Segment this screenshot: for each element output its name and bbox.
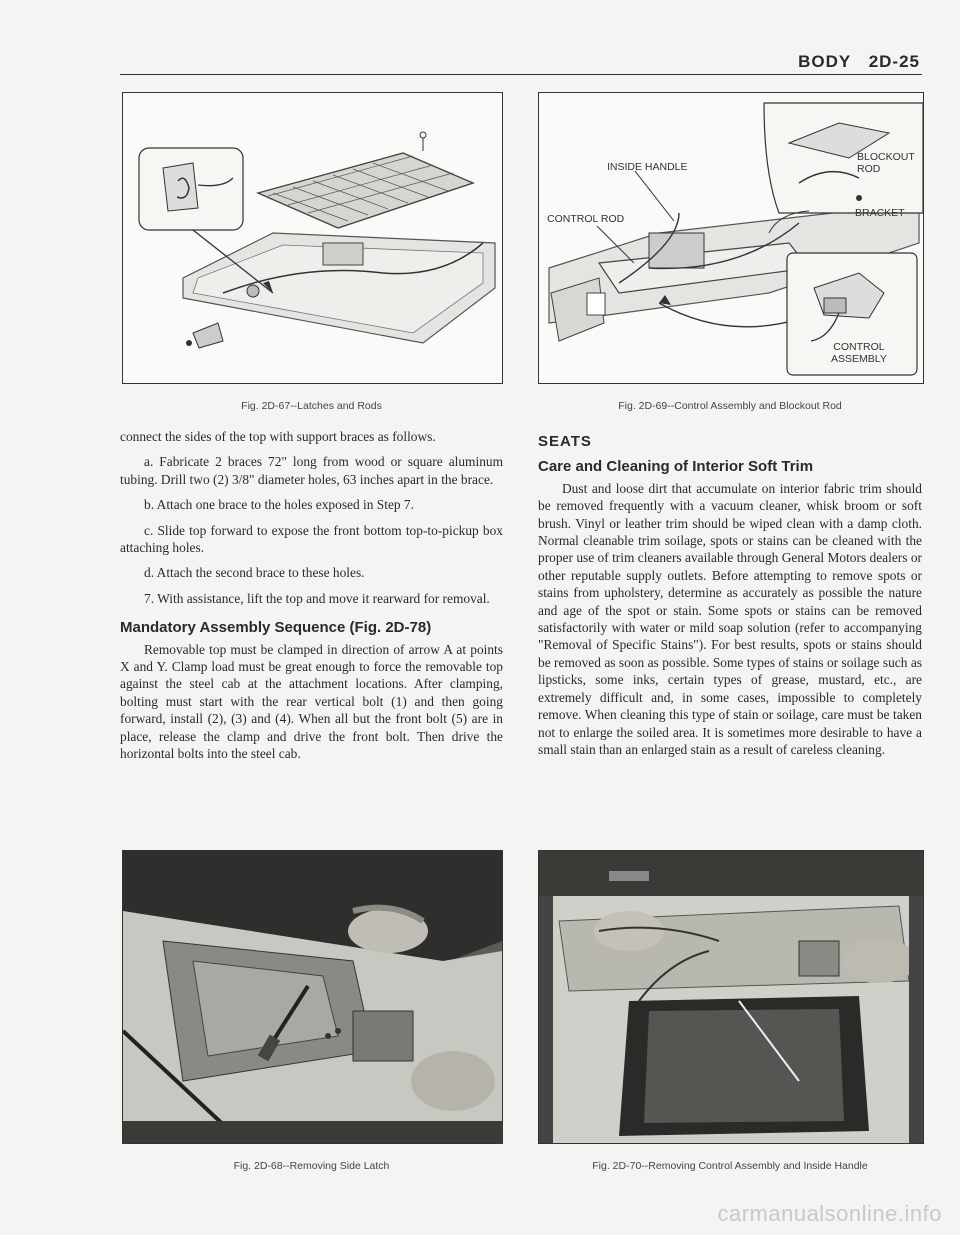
step-a: a. Fabricate 2 braces 72" long from wood or square aluminum tubing. Drill two (2) 3/8" diameter holes, 63 inches apart in the brace. (120, 454, 503, 487)
figure-control-assembly-blockout-rod (538, 92, 924, 384)
latches-rods-illustration (123, 93, 502, 383)
paragraph-intro: connect the sides of the top with support braces as follows. (120, 429, 436, 444)
section-name: BODY (798, 52, 851, 71)
step-b: b. Attach one brace to the holes exposed in Step 7. (144, 497, 414, 513)
caption-fig-2d-70: Fig. 2D-70--Removing Control Assembly and Inside Handle (592, 1160, 868, 1172)
caption-fig-2d-69: Fig. 2D-69--Control Assembly and Blockout Rod (618, 400, 842, 412)
removing-control-assembly-photo (539, 851, 923, 1143)
caption-fig-2d-67: Fig. 2D-67--Latches and Rods (241, 400, 382, 412)
step-c: c. Slide top forward to expose the front bottom top-to-pickup box attaching holes. (120, 522, 503, 556)
step-7: 7. With assistance, lift the top and move it rearward for removal. (144, 590, 490, 606)
page-number: 2D-25 (868, 52, 920, 71)
right-column-text (538, 433, 922, 766)
figure-removing-control-assembly (538, 850, 924, 1144)
label-inside-handle: INSIDE HANDLE (607, 161, 688, 173)
caption-fig-2d-68: Fig. 2D-68--Removing Side Latch (233, 1160, 390, 1172)
left-column-text (120, 428, 503, 771)
watermark: carmanualsonline.info (717, 1201, 942, 1226)
removing-side-latch-photo (123, 851, 502, 1143)
figure-removing-side-latch (122, 850, 503, 1144)
label-blockout-rod: BLOCKOUT ROD (857, 151, 915, 175)
heading-seats: SEATS (538, 433, 592, 450)
heading-mandatory-assembly-sequence: Mandatory Assembly Sequence (Fig. 2D-78) (120, 619, 432, 637)
figure-latches-and-rods (122, 92, 503, 384)
paragraph-assembly-sequence: Removable top must be clamped in direction of arrow A at points X and Y. Clamp load must be great enough to force the removable top against the steel cab at the attachment locations. After clamping, bolting must start with the rear vertical bolt (1) and then going forward, install (2), (3) and (4). When all but the front bolt (5) are in place, release the clamp and drive the front bolt. Then drive the horizontal bolts into the steel cab. (120, 641, 503, 762)
control-assembly-illustration (539, 93, 923, 383)
label-bracket: BRACKET (855, 207, 905, 219)
heading-care-cleaning: Care and Cleaning of Interior Soft Trim (538, 458, 814, 476)
header-rule (120, 74, 922, 75)
label-control-assembly: CONTROL ASSEMBLY (831, 341, 887, 365)
step-d: d. Attach the second brace to these holes. (144, 565, 365, 581)
label-control-rod: CONTROL ROD (547, 213, 625, 225)
page-header (786, 52, 920, 72)
paragraph-care-cleaning: Dust and loose dirt that accumulate on interior fabric trim should be removed frequently with a vacuum cleaner, whisk broom or soft brush. Vinyl or leather trim should be wiped clean with a damp cloth. Normal cleanable trim soilage, spots or stains can be cleaned with the proper use of trim cleaners available through General Motors dealers or other reputable supply outlets. Before attempting to remove spots or stains from upholstery, determine as accurately as possible the nature and age of the spot or stain. Some spots or stains can be removed satisfactorily with water or mild soap solution (refer to accompanying "Removal of Specific Stains"). For best results, spots or stains should be removed as soon as possible. Some types of stains or soilage such as lipsticks, some inks, certain types of grease, mustard, etc., are extremely difficult and, in some cases, impossible to completely remove. When cleaning this type of stain or soilage, care must be taken not to enlarge the soiled area. It is sometimes more desirable to have a small stain than an enlarged stain as a result of careless cleaning. (538, 480, 922, 757)
